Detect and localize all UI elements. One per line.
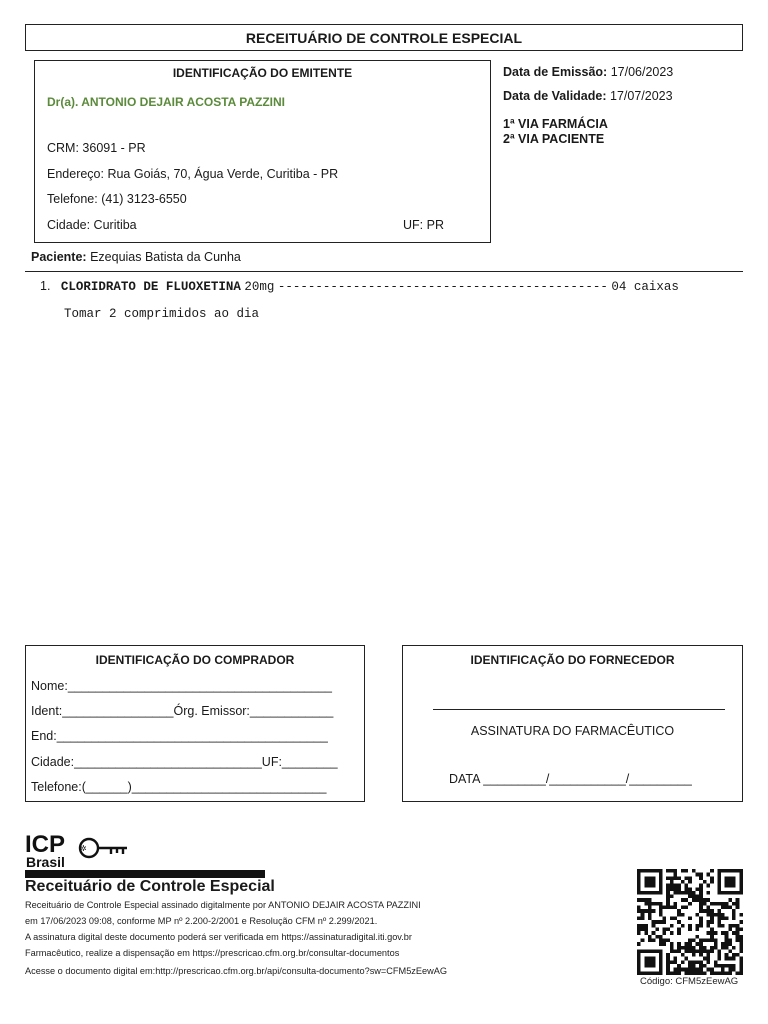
- signature-line: [433, 709, 725, 710]
- drug-instruction: Tomar 2 comprimidos ao dia: [64, 307, 260, 321]
- patient-label: Paciente:: [31, 250, 87, 264]
- data-emissao-value: 17/06/2023: [610, 65, 674, 79]
- svg-text:✲: ✲: [80, 844, 87, 853]
- qr-code-label: Código: CFM5zEewAG: [640, 976, 739, 987]
- emitente-heading: IDENTIFICAÇÃO DO EMITENTE: [172, 66, 353, 80]
- dash-leader: --------------------------------------------: [277, 280, 608, 294]
- emitente-box: [34, 60, 491, 243]
- cidade: Cidade: Curitiba: [47, 218, 137, 232]
- pharmacist-signature-label: ASSINATURA DO FARMACÊUTICO: [470, 724, 675, 738]
- key-icon: [80, 839, 127, 857]
- logo-brasil-text: Brasil: [26, 854, 65, 870]
- footer-link-line[interactable]: Acesse o documento digital em:http://prescricao.cfm.org.br/api/consulta-documento?sw=CFM5zEewAG: [25, 966, 448, 976]
- prescription-item: [40, 279, 679, 294]
- footer-line: Farmacêutico, realize a dispensação em https://prescricao.cfm.org.br/consultar-documentos: [25, 948, 400, 958]
- drug-dose: 20mg: [244, 280, 275, 294]
- footer-black-bar: [25, 870, 265, 878]
- drug-name: CLORIDRATO DE FLUOXETINA: [60, 280, 241, 294]
- data-emissao: [503, 65, 673, 79]
- fornecedor-data: DATA _________/___________/_________: [449, 772, 692, 786]
- qr-code-icon: [635, 869, 745, 975]
- data-emissao-label: Data de Emissão:: [503, 65, 608, 79]
- comprador-end: End:_______________________________________: [31, 729, 328, 743]
- via-farmacia: 1ª VIA FARMÁCIA: [503, 117, 608, 131]
- divider: [25, 271, 743, 272]
- drug-quantity: 04 caixas: [611, 280, 679, 294]
- fornecedor-box: [402, 645, 743, 802]
- crm: CRM: 36091 - PR: [47, 141, 146, 155]
- footer-line: A assinatura digital deste documento poderá ser verificada em https://assinaturadigital.iti.gov.br: [25, 932, 412, 942]
- doctor-name: Dr(a). ANTONIO DEJAIR ACOSTA PAZZINI: [47, 95, 286, 109]
- footer-line: Receituário de Controle Especial assinado digitalmente por ANTONIO DEJAIR ACOSTA PAZZINI: [25, 900, 421, 910]
- data-validade-label: Data de Validade:: [503, 89, 607, 103]
- endereco: Endereço: Rua Goiás, 70, Água Verde, Curitiba - PR: [47, 167, 339, 181]
- icp-brasil-logo: [25, 830, 135, 870]
- data-validade: [503, 89, 673, 103]
- logo-icp-text: ICP: [25, 831, 66, 858]
- via-paciente: 2ª VIA PACIENTE: [503, 132, 605, 146]
- comprador-ident: Ident:________________Órg. Emissor:____________: [31, 704, 334, 718]
- data-validade-value: 17/07/2023: [610, 89, 673, 103]
- document-title: RECEITUÁRIO DE CONTROLE ESPECIAL: [25, 24, 743, 51]
- uf: UF: PR: [403, 218, 444, 232]
- fornecedor-heading: IDENTIFICAÇÃO DO FORNECEDOR: [470, 653, 675, 667]
- footer-line: em 17/06/2023 09:08, conforme MP nº 2.200-2/2001 e Resolução CFM nº 2.299/2021.: [25, 916, 378, 926]
- comprador-box: [25, 645, 365, 802]
- patient-name: Ezequias Batista da Cunha: [90, 250, 241, 264]
- comprador-nome: Nome:______________________________________: [31, 679, 332, 693]
- comprador-telefone: Telefone:(______)____________________________: [31, 780, 327, 794]
- footer-title: Receituário de Controle Especial: [25, 878, 275, 895]
- comprador-cidade: Cidade:___________________________UF:________: [31, 755, 338, 769]
- telefone: Telefone: (41) 3123-6550: [47, 192, 187, 206]
- comprador-heading: IDENTIFICAÇÃO DO COMPRADOR: [95, 653, 295, 667]
- patient: [31, 250, 241, 264]
- item-number: 1.: [40, 279, 51, 293]
